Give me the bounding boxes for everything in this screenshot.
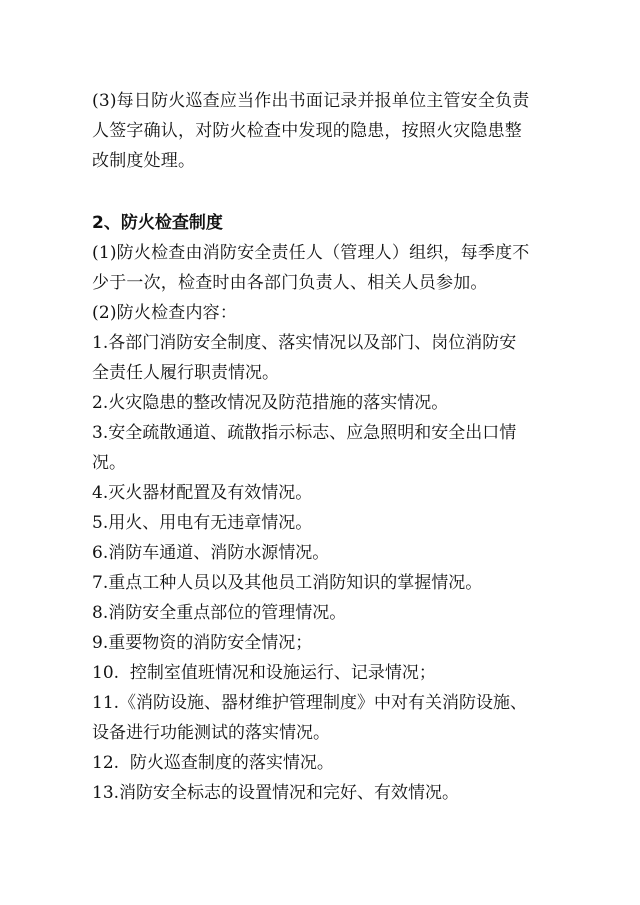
patrol-record-paragraph: [92, 86, 562, 176]
list-item: [92, 508, 562, 538]
text-line: 12. 防火巡查制度的落实情况。: [92, 753, 334, 773]
text-line: 1.各部门消防安全制度、落实情况以及部门、岗位消防安: [92, 333, 517, 353]
inspection-content-label: (2)防火检查内容：: [92, 303, 238, 323]
text-line: 少于一次，检查时由各部门负责人、相关人员参加。: [92, 273, 488, 293]
list-item: [92, 478, 562, 508]
text-line: 7.重点工种人员以及其他员工消防知识的掌握情况。: [92, 573, 483, 593]
list-item: [92, 328, 562, 388]
text-line: 8.消防安全重点部位的管理情况。: [92, 603, 347, 623]
text-line: 9.重要物资的消防安全情况；: [92, 633, 313, 653]
list-item: [92, 628, 562, 658]
text-line: 13.消防安全标志的设置情况和完好、有效情况。: [92, 783, 460, 803]
text-line: 11.《消防设施、器材维护管理制度》中对有关消防设施、: [92, 693, 528, 713]
text-line: 设备进行功能测试的落实情况。: [92, 723, 330, 743]
text-line: 3.安全疏散通道、疏散指示标志、应急照明和安全出口情: [92, 423, 517, 443]
list-item: [92, 568, 562, 598]
list-item: [92, 748, 562, 778]
list-item: [92, 658, 562, 688]
inspection-items-list: [92, 328, 562, 808]
text-line: 2.火灾隐患的整改情况及防范措施的落实情况。: [92, 393, 449, 413]
text-line: 况。: [92, 453, 126, 473]
text-line: 全责任人履行职责情况。: [92, 363, 279, 383]
text-line: 人签字确认，对防火检查中发现的隐患，按照火灾隐患整: [92, 121, 522, 141]
inspection-organizer-paragraph: [92, 238, 562, 298]
text-line: 4.灭火器材配置及有效情况。: [92, 483, 313, 503]
text-line: 5.用火、用电有无违章情况。: [92, 513, 313, 533]
list-item: [92, 418, 562, 478]
list-item: [92, 538, 562, 568]
section-heading: 2、防火检查制度: [92, 213, 223, 233]
text-line: 6.消防车通道、消防水源情况。: [92, 543, 330, 563]
text-line: 改制度处理。: [92, 151, 196, 171]
text-line: 10. 控制室值班情况和设施运行、记录情况；: [92, 663, 436, 683]
list-item: [92, 388, 562, 418]
text-line: (1)防火检查由消防安全责任人（管理人）组织，每季度不: [92, 243, 530, 263]
text-line: (3)每日防火巡查应当作出书面记录并报单位主管安全负责: [92, 91, 530, 111]
document-page: [92, 86, 562, 808]
list-item: [92, 598, 562, 628]
list-item: [92, 688, 562, 748]
paragraph-gap: [92, 176, 562, 208]
list-item: [92, 778, 562, 808]
